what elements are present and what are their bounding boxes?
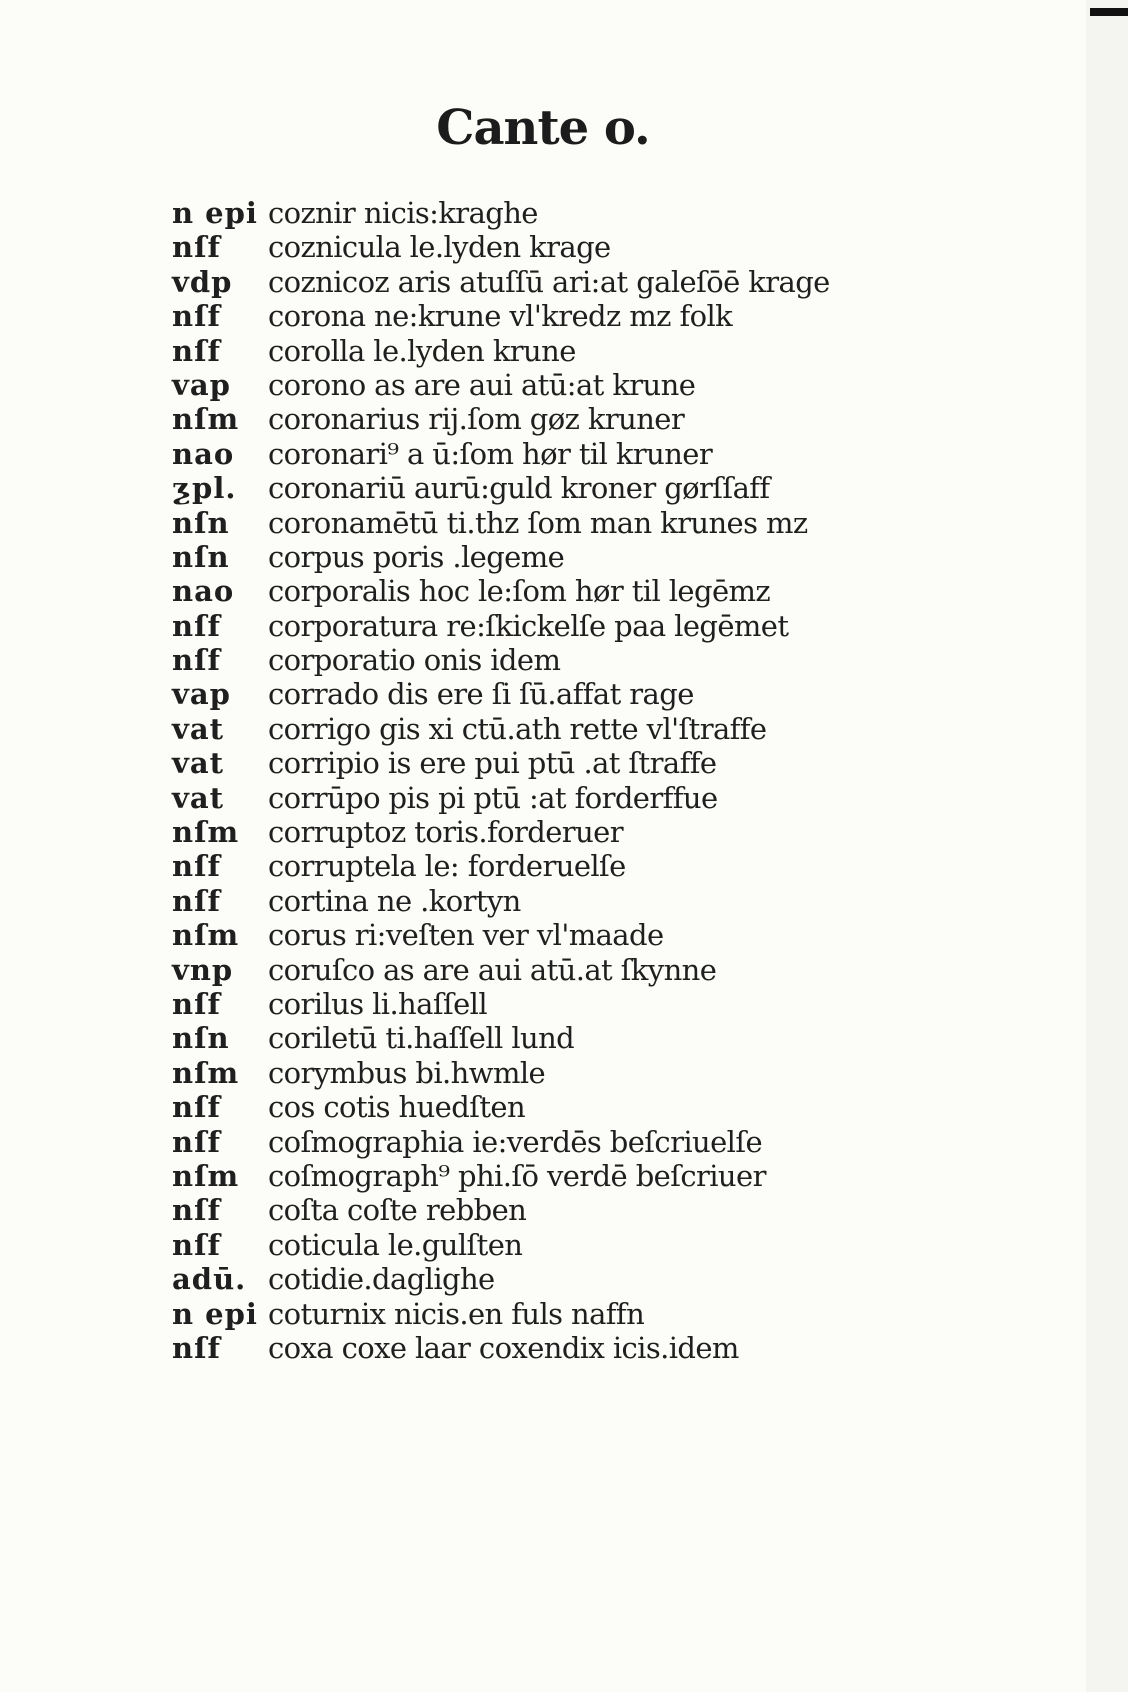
entry-text: corripio is ere pui ptū .at ſtraffe [268,746,717,781]
grammar-code: ƺpl. [172,471,237,506]
corner-mark [1090,8,1128,16]
dictionary-entry [172,1159,1052,1193]
dictionary-entry [172,918,1052,952]
entry-text: corporatio onis idem [268,643,561,678]
entry-text: coruſco as are aui atū.at ſkynne [268,952,717,987]
dictionary-entry [172,1262,1052,1296]
dictionary-entry [172,1090,1052,1124]
grammar-code: nſn [172,539,230,574]
dictionary-entry [172,230,1052,264]
entry-text: cotidie.daglighe [268,1262,495,1297]
dictionary-entry [172,265,1052,299]
grammar-code: nſf [172,1124,222,1159]
dictionary-entry [172,1228,1052,1262]
entry-text: corporalis hoc le:ſom hør til legēmz [268,574,771,609]
grammar-code: vdp [172,264,233,299]
dictionary-entry [172,1297,1052,1331]
entry-text: coſta coſte rebben [268,1193,527,1228]
grammar-code: nſf [172,299,222,334]
entry-text: corpus poris .legeme [268,539,565,574]
grammar-code: nao [172,436,235,471]
entry-text: coſmographia ie:verdēs beſcriuelſe [268,1124,763,1159]
grammar-code: nao [172,574,235,609]
dictionary-entry [172,506,1052,540]
entry-text: corrūpo pis pi ptū :at forderffue [268,780,718,815]
dictionary-entry [172,368,1052,402]
dictionary-entry [172,540,1052,574]
grammar-code: vnp [172,952,234,987]
dictionary-entry [172,437,1052,471]
grammar-code: nſm [172,402,240,437]
entry-text: coznicula le.lyden krage [268,230,611,265]
dictionary-entry [172,712,1052,746]
dictionary-entry [172,987,1052,1021]
entry-text: corilus li.haſſell [268,986,488,1021]
dictionary-entry [172,609,1052,643]
grammar-code: nſf [172,1227,222,1262]
grammar-code: nſf [172,1090,222,1125]
entry-text: coznicoz aris atuſſū ari:at galeſōē krage [268,264,830,299]
entry-text: corruptoz toris.forderuer [268,815,623,850]
grammar-code: nſm [172,918,240,953]
dictionary-entry [172,299,1052,333]
entry-text: corus ri:veſten ver vl'maade [268,918,664,953]
grammar-code: vat [172,711,225,746]
entry-text: corrado dis ere ſi ſū.affat rage [268,677,694,712]
grammar-code: nſn [172,1021,230,1056]
entry-text: corolla le.lyden krune [268,333,576,368]
dictionary-entry [172,849,1052,883]
dictionary-entry [172,574,1052,608]
grammar-code: vat [172,780,225,815]
page-edge-margin [1086,0,1128,1692]
dictionary-entry [172,953,1052,987]
entry-text: coronamētū ti.thz ſom man krunes mz [268,505,808,540]
dictionary-entry [172,1331,1052,1365]
entry-text: coznir nicis:kraghe [268,196,538,230]
grammar-code: vat [172,746,225,781]
dictionary-entry [172,677,1052,711]
dictionary-entry-list [172,196,1052,1365]
dictionary-entry [172,334,1052,368]
entry-text: corporatura re:ſkickelſe paa legēmet [268,608,789,643]
dictionary-entry [172,471,1052,505]
dictionary-entry [172,402,1052,436]
dictionary-entry [172,884,1052,918]
entry-text: coronariū aurū:guld kroner gørſſaff [268,471,770,506]
grammar-code: nſf [172,1193,222,1228]
dictionary-entry [172,1125,1052,1159]
entry-text: corono as are aui atū:at krune [268,367,696,402]
grammar-code: nſf [172,643,222,678]
entry-text: cos cotis huedſten [268,1090,526,1125]
grammar-code: nſm [172,1055,240,1090]
grammar-code: vap [172,677,231,712]
entry-text: coſmograph⁹ phi.ſō verdē beſcriuer [268,1158,766,1193]
dictionary-entry [172,1021,1052,1055]
running-head: Cante o. [436,100,650,156]
grammar-code: nſm [172,815,240,850]
grammar-code: n epi [172,196,258,230]
dictionary-entry [172,196,1052,230]
grammar-code: nſf [172,1330,222,1365]
grammar-code: nſn [172,505,230,540]
grammar-code: nſf [172,608,222,643]
grammar-code: nſf [172,986,222,1021]
entry-text: corona ne:krune vl'kredz mz folk [268,299,733,334]
grammar-code: nſf [172,230,222,265]
entry-text: corymbus bi.hwmle [268,1055,546,1090]
entry-text: coturnix nicis.en fuls naffn [268,1296,645,1331]
entry-text: corrigo gis xi ctū.ath rette vl'ſtraffe [268,711,767,746]
dictionary-entry [172,1193,1052,1227]
entry-text: corruptela le: forderuelſe [268,849,626,884]
dictionary-entry [172,643,1052,677]
grammar-code: n epi [172,1296,258,1331]
dictionary-entry [172,1056,1052,1090]
entry-text: coriletū ti.haſſell lund [268,1021,575,1056]
entry-text: coronarius rij.ſom gøz kruner [268,402,685,437]
entry-text: cortina ne .kortyn [268,883,521,918]
dictionary-entry [172,815,1052,849]
grammar-code: adū. [172,1262,247,1297]
entry-text: coronari⁹ a ū:ſom hør til kruner [268,436,713,471]
grammar-code: vap [172,367,231,402]
grammar-code: nſf [172,883,222,918]
grammar-code: nſm [172,1158,240,1193]
entry-text: coxa coxe laar coxendix icis.idem [268,1330,739,1365]
grammar-code: nſf [172,333,222,368]
dictionary-entry [172,781,1052,815]
entry-text: coticula le.gulſten [268,1227,523,1262]
dictionary-entry [172,746,1052,780]
grammar-code: nſf [172,849,222,884]
